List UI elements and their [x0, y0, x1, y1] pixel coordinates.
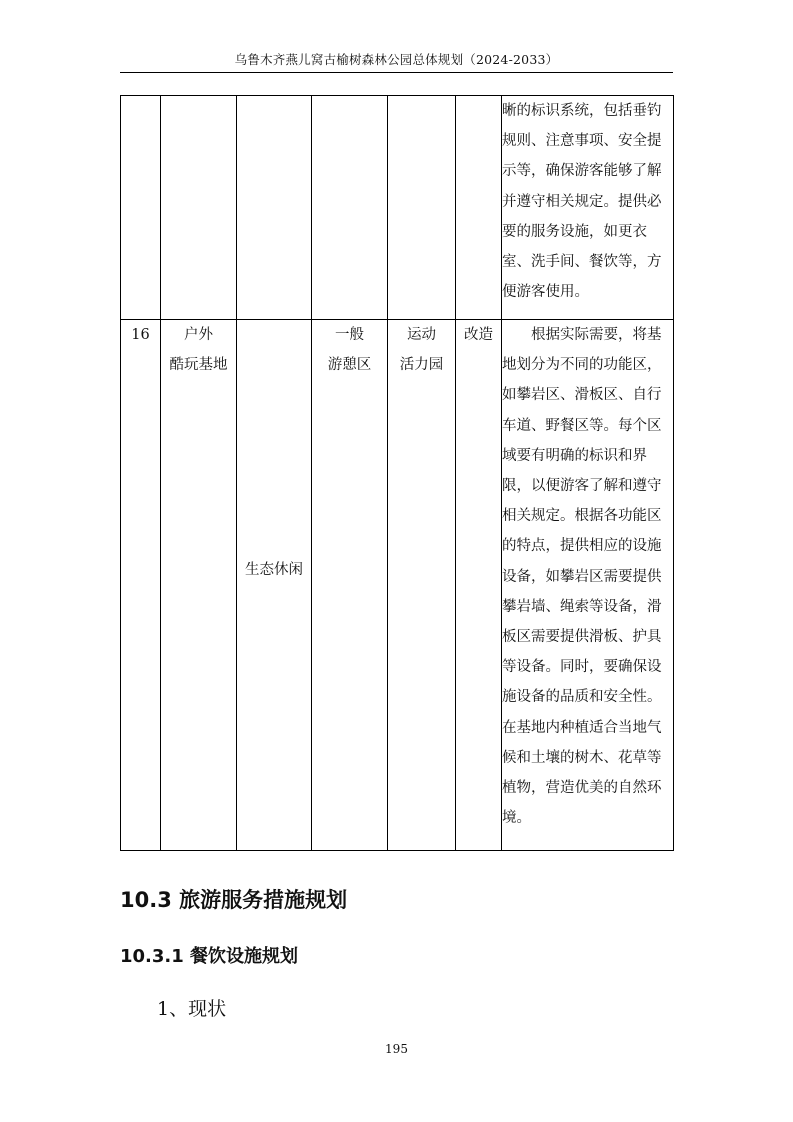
subsection-heading: 10.3.1 餐饮设施规划 — [120, 946, 299, 967]
project-name-cell — [161, 96, 237, 320]
page-number: 195 — [385, 1042, 408, 1056]
row-index-cell: 16 — [121, 320, 161, 851]
description-text: 晰的标识系统，包括垂钓规则、注意事项、安全提示等，确保游客能够了解并遵守相关规定。提供必要的服务设施，如更衣室、洗手间、餐饮等，方便游客使用。 — [502, 103, 662, 301]
table-row — [121, 96, 674, 320]
category-cell — [237, 320, 312, 851]
description-text: 根据实际需要，将基地划分为不同的功能区，如攀岩区、滑板区、自行车道、野餐区等。每个区域要有明确的标识和界限，以便游客了解和遵守相关规定。根据各功能区的特点，提供相应的设施设备，如攀岩区需要提供攀岩墙、绳索等设备，滑板区需要提供滑板、护具等设备。同时，要确保设施设备的品质和安全性。在基地内种植适合当地气候和土壤的树木、花草等植物，营造优美的自然环境。 — [502, 327, 662, 827]
section-heading: 10.3 旅游服务措施规划 — [120, 888, 348, 912]
header-rule — [120, 72, 673, 73]
zone-line: 运动 — [407, 327, 436, 343]
item-heading: 1、现状 — [157, 998, 227, 1020]
level-line: 一般 — [335, 327, 364, 343]
project-name-line: 户外 — [184, 327, 213, 343]
type-cell: 改造 — [456, 320, 502, 851]
running-header: 乌鲁木齐燕儿窝古榆树森林公园总体规划（2024-2033） — [234, 52, 559, 67]
level-cell — [312, 96, 388, 320]
zone-line: 活力园 — [399, 357, 444, 373]
category-text: 生态休闲 — [245, 562, 303, 578]
row-index-cell — [121, 96, 161, 320]
description-cell — [502, 320, 674, 851]
planning-table — [120, 95, 674, 851]
level-cell — [312, 320, 388, 851]
table-row — [121, 320, 674, 851]
zone-cell — [388, 96, 456, 320]
zone-cell — [388, 320, 456, 851]
project-name-line: 酷玩基地 — [169, 357, 228, 373]
description-cell — [502, 96, 674, 320]
category-cell — [237, 96, 312, 320]
level-line: 游憩区 — [327, 357, 372, 373]
project-name-cell — [161, 320, 237, 851]
type-cell — [456, 96, 502, 320]
